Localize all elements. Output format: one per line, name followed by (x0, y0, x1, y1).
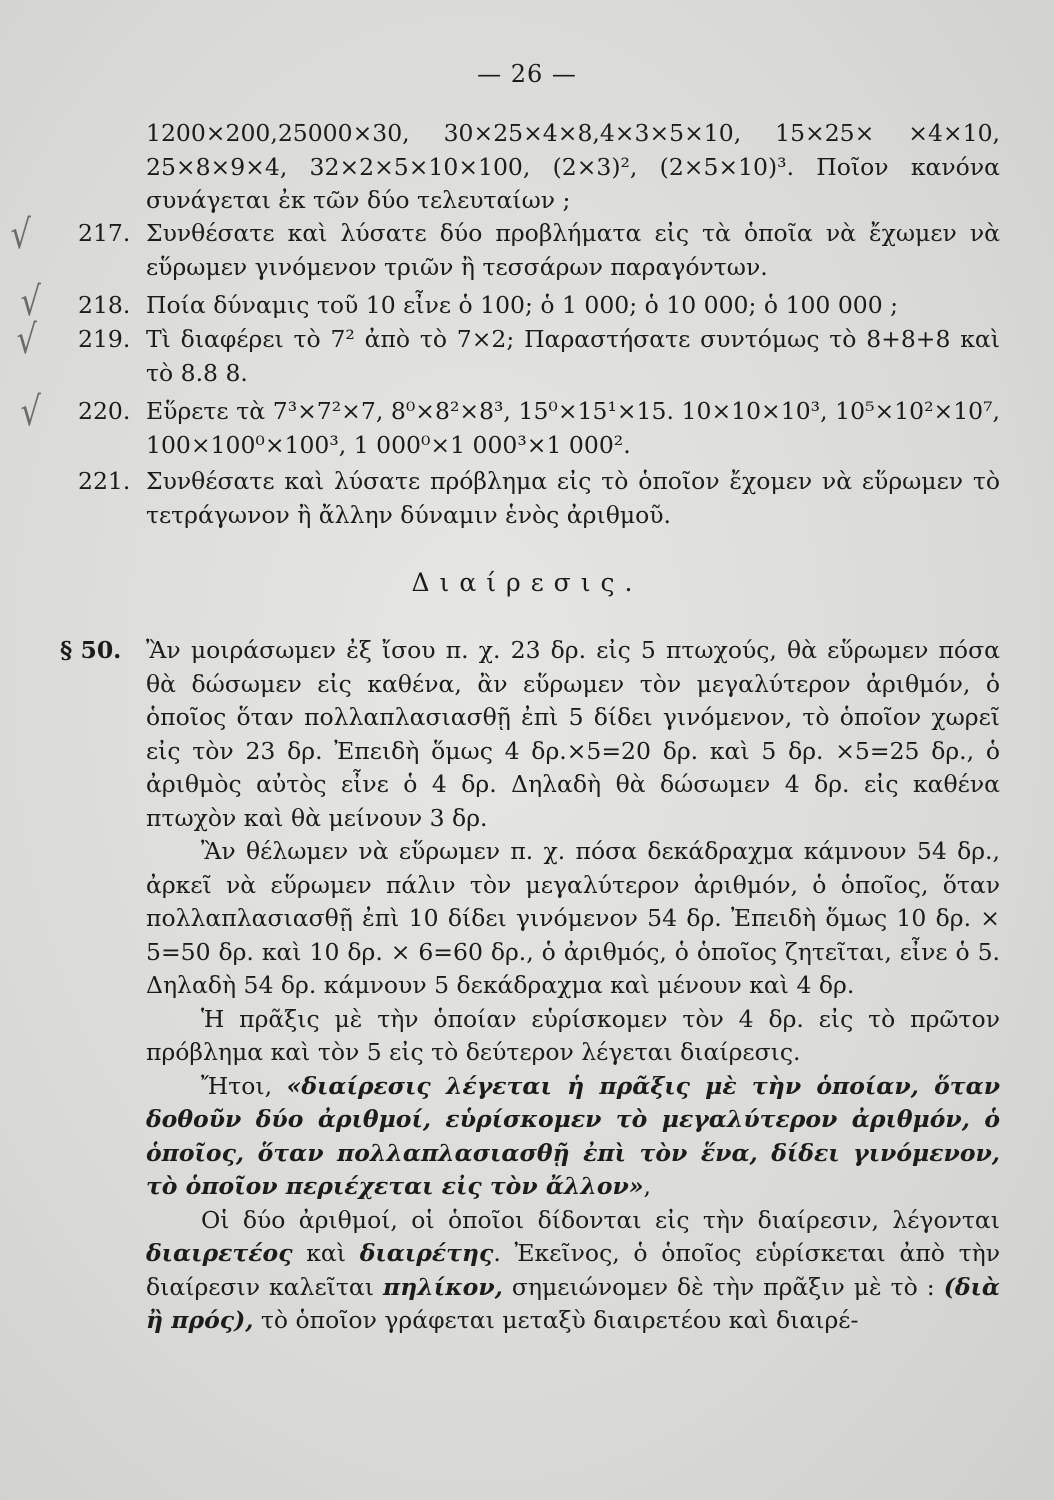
exercise-text: Ποία δύναμις τοῦ 10 εἶνε ὁ 100; ὁ 1 000; ὁ 10 000; ὁ 100 000 ; (146, 291, 899, 319)
exercise-text: Τὶ διαφέρει τὸ 7² ἀπὸ τὸ 7×2; Παραστήσατε συντόμως τὸ 8+8+8 καὶ τὸ 8.8 8. (146, 325, 1000, 387)
text-run: . Ἐκεῖνος, ὁ ὁποῖος εὑρίσκεται ἀπὸ τὴν διαίρεσιν καλεῖται (146, 1239, 1000, 1301)
exercise-text: 1200×200,25000×30, 30×25×4×8,4×3×5×10, 15×25× ×4×10, 25×8×9×4, 32×2×5×10×100, (2×3)², (2×5×10)³. Ποῖον κανόνα συνάγεται ἐκ τῶν δύο τελευταίων ; (146, 119, 1000, 214)
exercise-number: 218. (78, 291, 131, 319)
exercise-text: Συνθέσατε καὶ λύσατε πρόβλημα εἰς τὸ ὁποῖον ἔχομεν νὰ εὕρωμεν τὸ τετράγωνον ἢ ἄλλην δύναμιν ἑνὸς ἀριθμοῦ. (146, 467, 1000, 529)
text-run: τὸ ὁποῖον γράφεται μεταξὺ διαιρετέου καὶ διαιρέ- (253, 1306, 859, 1334)
exercise-217 (60, 217, 1000, 284)
handwritten-check-mark: √ (20, 279, 41, 325)
paragraph: Ἡ πρᾶξις μὲ τὴν ὁποίαν εὑρίσκομεν τὸν 4 δρ. εἰς τὸ πρῶτον πρόβλημα καὶ τὸν 5 εἰς τὸ δεύτερον λέγεται διαίρεσις. (146, 1004, 1000, 1066)
term-dividend: διαιρετέος (146, 1239, 293, 1267)
text-run: σημειώνομεν δὲ τὴν πρᾶξιν μὲ τὸ : (502, 1272, 944, 1301)
definition-text: «διαίρεσις λέγεται ἡ πρᾶξις μὲ τὴν ὁποίαν, ὅταν δοθοῦν δύο ἀριθμοί, εὑρίσκομεν τὸ μεγαλύτερον ἀριθμόν, ὁ ὁποῖος, ὅταν πολλαπλασιασθῇ ἐπὶ τὸν ἕνα, δίδει γινόμενον, τὸ ὁποῖον περιέχεται εἰς τὸν ἄλλον» (146, 1071, 1000, 1200)
exercise-text: Συνθέσατε καὶ λύσατε δύο προβλήματα εἰς τὰ ὁποῖα νὰ ἔχωμεν νὰ εὕρωμεν γινόμενον τριῶν ἢ τεσσάρων παραγόντων. (146, 219, 1000, 281)
term-quotient: πηλίκον, (382, 1272, 503, 1301)
text-run: Οἱ δύο ἀριθμοί, οἱ ὁποῖοι δίδονται εἰς τὴν διαίρεσιν, λέγονται (201, 1205, 1000, 1234)
exercise-220 (60, 395, 1000, 462)
definition-lead: Ἤτοι, (201, 1071, 287, 1100)
term-symbol-name: (διὰ ἢ πρός), (146, 1272, 1000, 1334)
definition-tail: , (643, 1172, 652, 1200)
paragraph: Ἂν θέλωμεν νὰ εὕρωμεν π. χ. πόσα δεκάδραχμα κάμνουν 54 δρ., ἀρκεῖ νὰ εὕρωμεν πάλιν τὸν μεγαλύτερον ἀριθμόν, ὁ ὁποῖος, ὅταν πολλαπλασιασθῇ ἐπὶ 10 δίδει γινόμενον 54 δρ. Ἐπειδὴ ὅμως 10 δρ. × 5=50 δρ. καὶ 10 δρ. × 6=60 δρ., ὁ ἀριθμός, ὁ ὁποῖος ζητεῖται, εἶνε ὁ 5. Δηλαδὴ 54 δρ. κάμνουν 5 δεκάδραχμα καὶ μένουν καὶ 4 δρ. (146, 837, 1000, 999)
exercise-number: 219. (78, 325, 131, 353)
handwritten-check-mark: √ (20, 389, 41, 435)
section-50 (60, 634, 1000, 1338)
exercise-218 (60, 289, 1000, 323)
exercise-continuation (60, 117, 1000, 218)
exercise-number: 220. (78, 397, 131, 425)
handwritten-check-mark: √ (16, 317, 37, 363)
term-divisor: διαιρέτης (359, 1239, 494, 1267)
paragraph: Ἂν μοιράσωμεν ἐξ ἴσου π. χ. 23 δρ. εἰς 5 πτωχούς, θὰ εὕρωμεν πόσα θὰ δώσωμεν εἰς καθένα, ἂν εὕρωμεν τὸν μεγαλύτερον ἀριθμόν, ὁ ὁποῖος ὅταν πολλαπλασιασθῇ ἐπὶ 5 δίδει γινόμενον, τὸ ὁποῖον χωρεῖ εἰς τὸν 23 δρ. Ἐπειδὴ ὅμως 4 δρ.×5=20 δρ. καὶ 5 δρ. ×5=25 δρ., ὁ ἀριθμὸς αὐτὸς εἶνε ὁ 4 δρ. Δηλαδὴ θὰ δώσωμεν 4 δρ. εἰς καθένα πτωχὸν καὶ θὰ μείνουν 3 δρ. (146, 636, 1000, 832)
exercise-number: 221. (78, 467, 131, 495)
terms-paragraph (146, 1204, 1000, 1338)
exercise-219 (60, 323, 1000, 390)
page-number: — 26 — (477, 60, 577, 88)
text-run: καὶ (292, 1239, 360, 1267)
handwritten-check-mark: √ (10, 212, 31, 258)
exercise-221 (60, 465, 1000, 532)
exercise-text: Εὕρετε τὰ 7³×7²×7, 8⁰×8²×8³, 15⁰×15¹×15. 10×10×10³, 10⁵×10²×10⁷, 100×100⁰×100³, 1 000⁰×1 000³×1 000². (146, 397, 1000, 459)
section-number: § 50. (60, 636, 122, 664)
definition-paragraph (146, 1070, 1000, 1204)
section-heading: Διαίρεσις. (411, 568, 643, 597)
exercise-number: 217. (78, 219, 131, 247)
